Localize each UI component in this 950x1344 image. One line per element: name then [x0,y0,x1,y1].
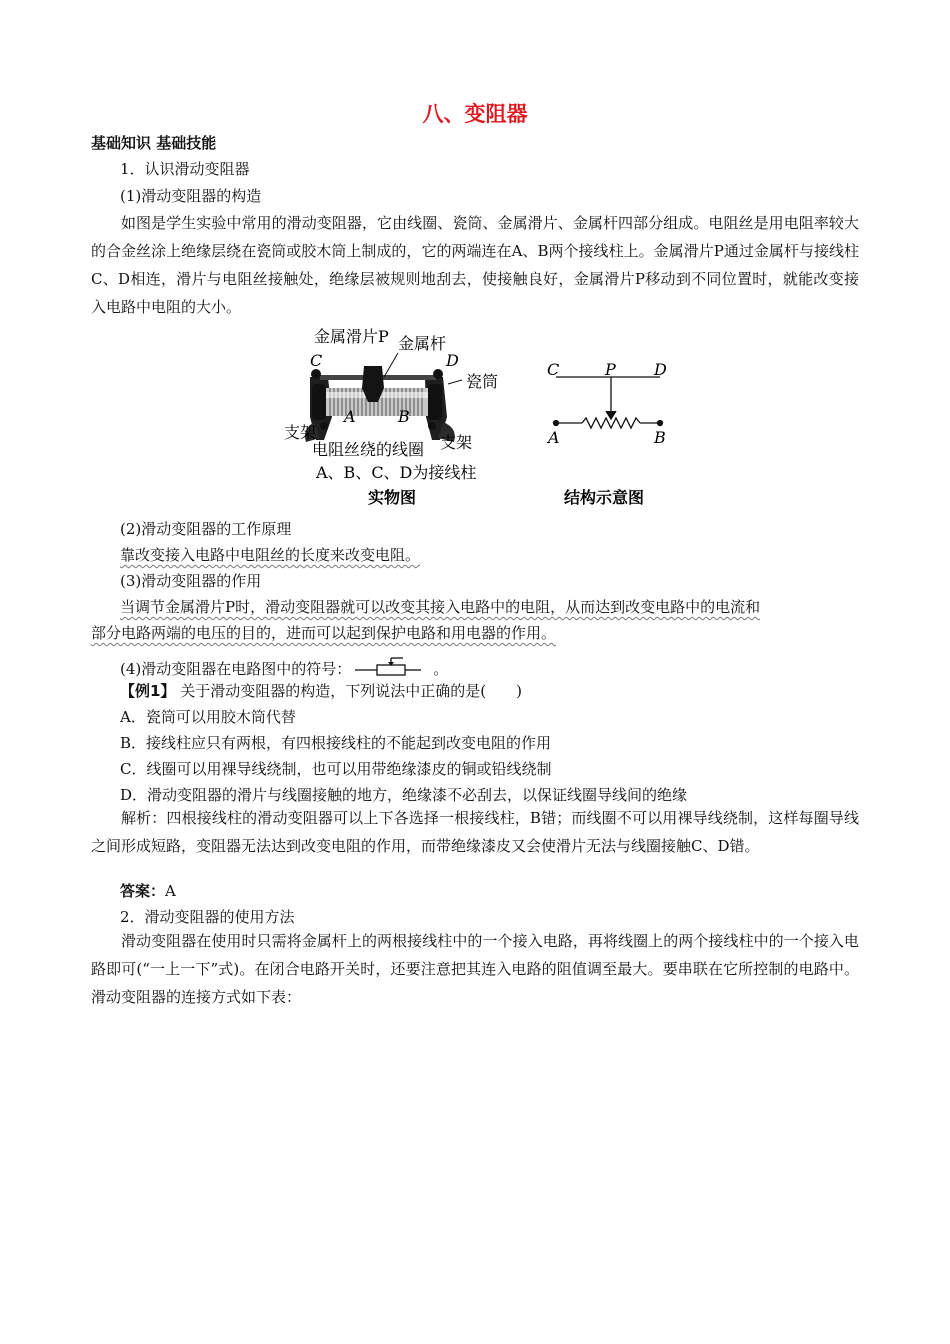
s1-sub4-end: 。 [433,660,449,678]
example-option-b: B．接线柱应只有两根，有四根接线柱的不能起到改变电阻的作用 [120,734,552,752]
label-terminals: A、B、C、D为接线柱 [316,463,477,482]
label-photo-c: C [310,351,323,370]
example-question-line [120,681,522,701]
s2-paragraph: 滑动变阻器在使用时只需将金属杆上的两根接线柱中的一个接入电路，再将线圈上的两个接线柱中的一个接入电路即可(“一上一下”式)。在闭合电路开关时，还要注意把其连入电路的阻值调至最大。要串联在它所控制的电路中。滑动变阻器的连接方式如下表： [91,932,859,1006]
s1-sub2-text [120,545,420,565]
example-option-d: D．滑动变阻器的滑片与线圈接触的地方，绝缘漆不必刮去，以保证线圈导线间的绝缘 [120,786,688,804]
example-label: 【例1】 [120,682,176,700]
s1-sub3-heading: (3)滑动变阻器的作用 [120,572,262,590]
s2-heading: 2．滑动变阻器的使用方法 [120,908,295,926]
example-option-c: C．线圈可以用裸导线绕制，也可以用带绝缘漆皮的铜或铅线绕制 [120,760,552,778]
page-title: 八、变阻器 [422,102,528,126]
example-answer-line [120,881,176,901]
s1-sub3-line2-span: 部分电路两端的电压的目的，进而可以起到保护电路和用电器的作用。 [91,624,557,642]
label-schem-b: B [654,428,666,447]
s1-sub2-heading: (2)滑动变阻器的工作原理 [120,520,292,538]
rheostat-schematic-drawing [554,377,663,428]
caption-schematic: 结构示意图 [564,488,645,507]
s1-sub4-line [120,656,448,679]
label-photo-a: A [344,407,356,426]
label-metal-rod: 金属杆 [398,334,447,353]
label-stand-right: 支架 [440,433,473,452]
s1-sub4-text: (4)滑动变阻器在电路图中的符号： [120,660,352,678]
label-schem-p: P [605,360,616,379]
label-coil: 电阻丝绕的线圈 [312,440,425,459]
label-schem-a: A [548,428,560,447]
s1-sub2-text-span: 靠改变接入电路中电阻丝的长度来改变电阻。 [120,546,421,564]
rheostat-photo-drawing [305,353,462,442]
label-ceramic-tube: 瓷筒 [466,372,499,391]
section-heading: 基础知识 基础技能 [91,134,217,152]
label-slider-p: 金属滑片P [314,327,389,346]
caption-photo: 实物图 [368,488,417,507]
example-option-a: A．瓷筒可以用胶木筒代替 [120,708,296,726]
label-photo-d: D [446,351,459,370]
answer-label: 答案： [120,882,166,900]
rheostat-figure [280,322,680,512]
answer-value: A [165,882,176,900]
example-analysis: 解析：四根接线柱的滑动变阻器可以上下各选择一根接线柱，B错；而线圈不可以用裸导线绕制，这样每圈导线之间形成短路，变阻器无法达到改变电阻的作用，而带绝缘漆皮又会使滑片无法与线圈接触C、D错。 [91,809,859,855]
label-photo-b: B [398,407,410,426]
s1-sub3-line2 [91,623,556,643]
rheostat-symbol-icon [355,656,425,678]
example-question: 关于滑动变阻器的构造，下列说法中正确的是( ) [180,682,522,700]
s1-sub1-heading: (1)滑动变阻器的构造 [120,187,262,205]
label-stand-left: 支架 [284,423,317,442]
label-schem-d: D [654,360,667,379]
label-schem-c: C [547,360,560,379]
s1-heading: 1．认识滑动变阻器 [120,160,250,178]
s1-paragraph: 如图是学生实验中常用的滑动变阻器，它由线圈、瓷筒、金属滑片、金属杆四部分组成。电阻丝是用电阻率较大的合金丝涂上绝缘层绕在瓷筒或胶木筒上制成的，它的两端连在A、B两个接线柱上。金属滑片P通过金属杆与接线柱C、D相连，滑片与电阻丝接触处，绝缘层被规则地刮去，使接触良好，金属滑片P移动到不同位置时，就能改变接入电路中电阻的大小。 [91,214,859,316]
s1-sub3-line1-span: 当调节金属滑片P时，滑动变阻器就可以改变其接入电路中的电阻，从而达到改变电路中的电流和 [120,598,761,616]
s1-sub3-line1 [120,597,760,617]
